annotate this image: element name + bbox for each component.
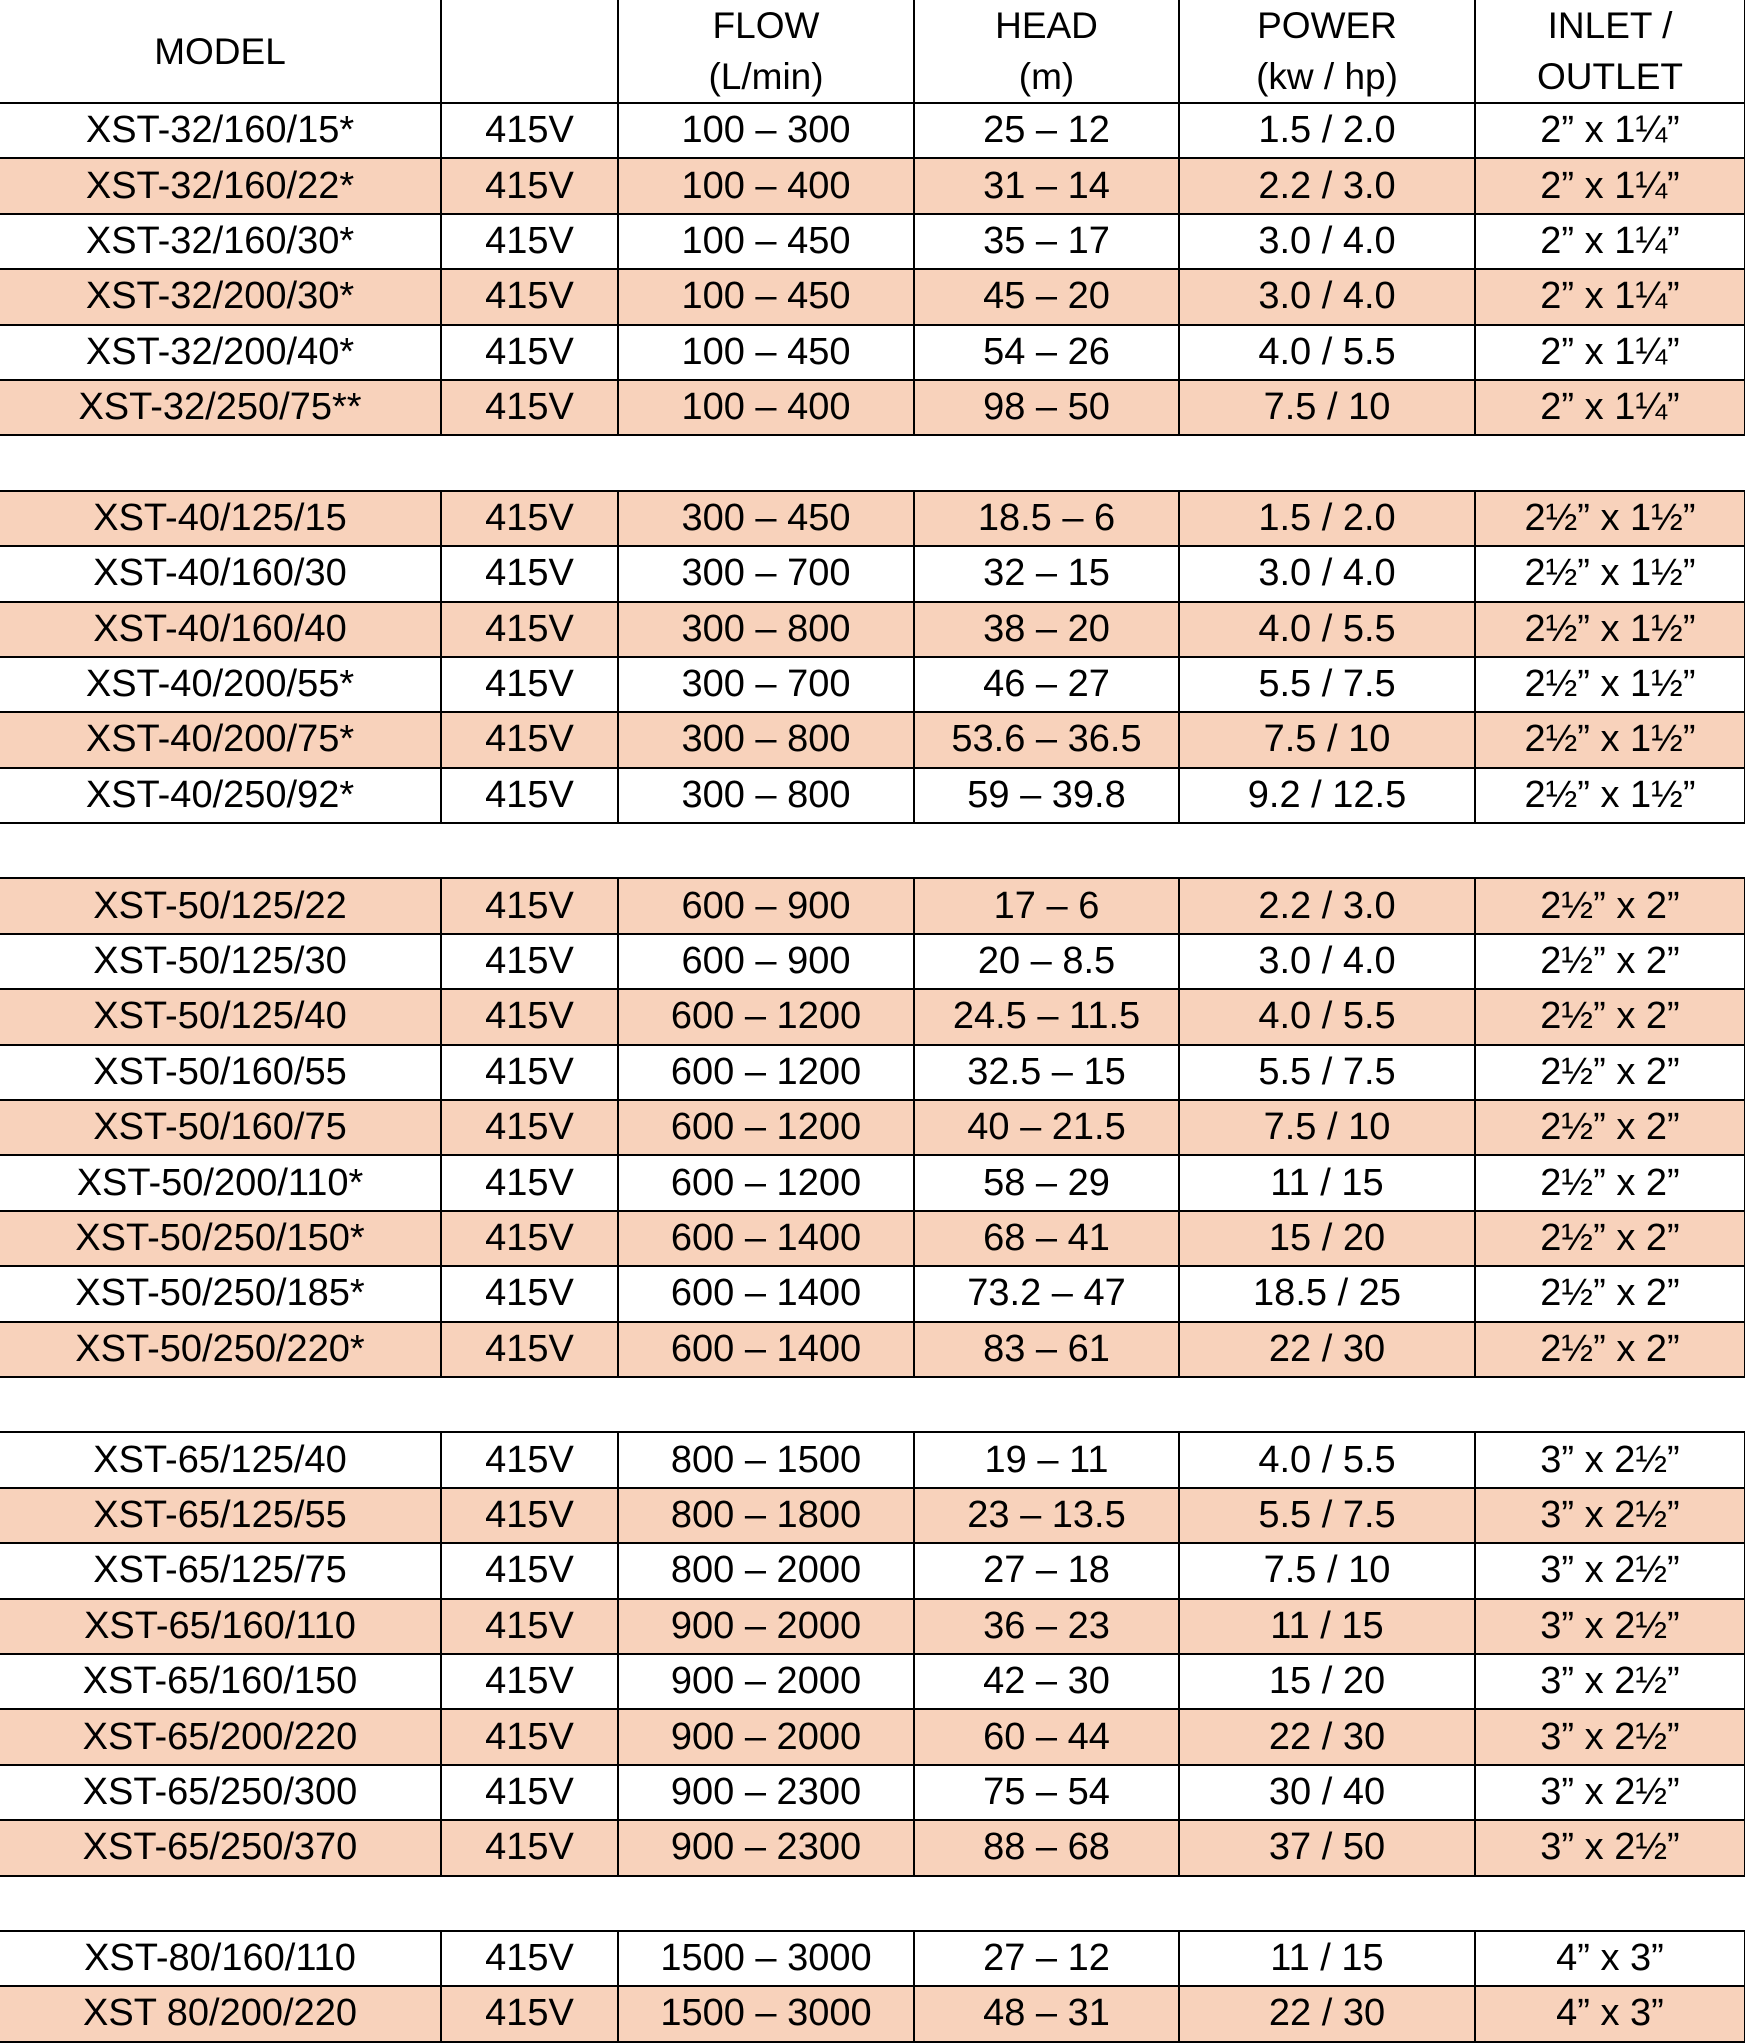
model-cell: XST-40/160/30 bbox=[0, 546, 441, 601]
table-row bbox=[0, 1266, 1745, 1321]
table-row bbox=[0, 1931, 1745, 1986]
voltage-cell: 415V bbox=[441, 214, 618, 269]
inlet-outlet-cell: 2½” x 2” bbox=[1475, 1045, 1745, 1100]
voltage-cell: 415V bbox=[441, 103, 618, 158]
flow-cell: 100 – 450 bbox=[618, 269, 914, 324]
table-row bbox=[0, 1488, 1745, 1543]
voltage-cell: 415V bbox=[441, 1045, 618, 1100]
table-row bbox=[0, 1765, 1745, 1820]
power-cell: 1.5 / 2.0 bbox=[1179, 491, 1475, 546]
table-row bbox=[0, 1599, 1745, 1654]
voltage-cell: 415V bbox=[441, 657, 618, 712]
power-cell: 3.0 / 4.0 bbox=[1179, 934, 1475, 989]
flow-cell: 100 – 400 bbox=[618, 158, 914, 213]
flow-cell: 600 – 1400 bbox=[618, 1322, 914, 1377]
header-inlet-outlet: INLET / OUTLET bbox=[1475, 0, 1745, 103]
voltage-cell: 415V bbox=[441, 1211, 618, 1266]
power-cell: 4.0 / 5.5 bbox=[1179, 325, 1475, 380]
flow-cell: 300 – 700 bbox=[618, 546, 914, 601]
header-head: HEAD (m) bbox=[914, 0, 1179, 103]
head-cell: 73.2 – 47 bbox=[914, 1266, 1179, 1321]
spacer-cell bbox=[0, 435, 1745, 490]
model-cell: XST-50/250/185* bbox=[0, 1266, 441, 1321]
table-row bbox=[0, 546, 1745, 601]
model-cell: XST-32/200/40* bbox=[0, 325, 441, 380]
table-row bbox=[0, 878, 1745, 933]
inlet-outlet-cell: 2½” x 1½” bbox=[1475, 546, 1745, 601]
head-cell: 27 – 18 bbox=[914, 1543, 1179, 1598]
voltage-cell: 415V bbox=[441, 1986, 618, 2041]
voltage-cell: 415V bbox=[441, 1488, 618, 1543]
flow-cell: 300 – 800 bbox=[618, 602, 914, 657]
inlet-outlet-cell: 2½” x 2” bbox=[1475, 989, 1745, 1044]
voltage-cell: 415V bbox=[441, 325, 618, 380]
table-row bbox=[0, 934, 1745, 989]
inlet-outlet-cell: 2½” x 1½” bbox=[1475, 602, 1745, 657]
power-cell: 11 / 15 bbox=[1179, 1155, 1475, 1210]
inlet-outlet-cell: 3” x 2½” bbox=[1475, 1654, 1745, 1709]
inlet-outlet-cell: 2” x 1¼” bbox=[1475, 269, 1745, 324]
inlet-outlet-cell: 2½” x 2” bbox=[1475, 934, 1745, 989]
inlet-outlet-cell: 3” x 2½” bbox=[1475, 1543, 1745, 1598]
table-body bbox=[0, 103, 1745, 2042]
head-cell: 98 – 50 bbox=[914, 380, 1179, 435]
power-cell: 3.0 / 4.0 bbox=[1179, 269, 1475, 324]
inlet-outlet-cell: 2½” x 1½” bbox=[1475, 491, 1745, 546]
voltage-cell: 415V bbox=[441, 1765, 618, 1820]
table-row bbox=[0, 1155, 1745, 1210]
flow-cell: 900 – 2000 bbox=[618, 1654, 914, 1709]
header-flow: FLOW (L/min) bbox=[618, 0, 914, 103]
head-cell: 23 – 13.5 bbox=[914, 1488, 1179, 1543]
power-cell: 30 / 40 bbox=[1179, 1765, 1475, 1820]
head-cell: 31 – 14 bbox=[914, 158, 1179, 213]
head-cell: 42 – 30 bbox=[914, 1654, 1179, 1709]
head-cell: 32.5 – 15 bbox=[914, 1045, 1179, 1100]
power-cell: 4.0 / 5.5 bbox=[1179, 989, 1475, 1044]
voltage-cell: 415V bbox=[441, 269, 618, 324]
model-cell: XST-65/250/300 bbox=[0, 1765, 441, 1820]
power-cell: 11 / 15 bbox=[1179, 1931, 1475, 1986]
power-cell: 5.5 / 7.5 bbox=[1179, 1045, 1475, 1100]
power-cell: 4.0 / 5.5 bbox=[1179, 1432, 1475, 1487]
voltage-cell: 415V bbox=[441, 768, 618, 823]
model-cell: XST-32/160/30* bbox=[0, 214, 441, 269]
inlet-outlet-cell: 3” x 2½” bbox=[1475, 1488, 1745, 1543]
table-row bbox=[0, 1045, 1745, 1100]
flow-cell: 800 – 1800 bbox=[618, 1488, 914, 1543]
flow-cell: 600 – 1200 bbox=[618, 1045, 914, 1100]
voltage-cell: 415V bbox=[441, 934, 618, 989]
table-row bbox=[0, 1322, 1745, 1377]
spacer-cell bbox=[0, 1377, 1745, 1432]
voltage-cell: 415V bbox=[441, 546, 618, 601]
inlet-outlet-cell: 3” x 2½” bbox=[1475, 1709, 1745, 1764]
group-spacer-row bbox=[0, 435, 1745, 490]
head-cell: 27 – 12 bbox=[914, 1931, 1179, 1986]
head-cell: 88 – 68 bbox=[914, 1820, 1179, 1875]
inlet-outlet-cell: 2” x 1¼” bbox=[1475, 158, 1745, 213]
table-row bbox=[0, 712, 1745, 767]
voltage-cell: 415V bbox=[441, 712, 618, 767]
power-cell: 5.5 / 7.5 bbox=[1179, 657, 1475, 712]
flow-cell: 300 – 800 bbox=[618, 712, 914, 767]
table-row bbox=[0, 657, 1745, 712]
model-cell: XST-65/160/110 bbox=[0, 1599, 441, 1654]
table-row bbox=[0, 1654, 1745, 1709]
inlet-outlet-cell: 2½” x 2” bbox=[1475, 1155, 1745, 1210]
header-row bbox=[0, 0, 1745, 103]
inlet-outlet-cell: 2½” x 1½” bbox=[1475, 712, 1745, 767]
flow-cell: 800 – 2000 bbox=[618, 1543, 914, 1598]
head-cell: 48 – 31 bbox=[914, 1986, 1179, 2041]
table-row bbox=[0, 989, 1745, 1044]
model-cell: XST-65/125/55 bbox=[0, 1488, 441, 1543]
flow-cell: 900 – 2000 bbox=[618, 1599, 914, 1654]
voltage-cell: 415V bbox=[441, 1931, 618, 1986]
model-cell: XST-32/160/15* bbox=[0, 103, 441, 158]
model-cell: XST-50/160/75 bbox=[0, 1100, 441, 1155]
voltage-cell: 415V bbox=[441, 1155, 618, 1210]
power-cell: 7.5 / 10 bbox=[1179, 1100, 1475, 1155]
head-cell: 68 – 41 bbox=[914, 1211, 1179, 1266]
power-cell: 2.2 / 3.0 bbox=[1179, 878, 1475, 933]
inlet-outlet-cell: 2½” x 2” bbox=[1475, 1322, 1745, 1377]
head-cell: 24.5 – 11.5 bbox=[914, 989, 1179, 1044]
model-cell: XST-65/200/220 bbox=[0, 1709, 441, 1764]
model-cell: XST-50/160/55 bbox=[0, 1045, 441, 1100]
flow-cell: 900 – 2000 bbox=[618, 1709, 914, 1764]
table-row bbox=[0, 269, 1745, 324]
table-row bbox=[0, 214, 1745, 269]
voltage-cell: 415V bbox=[441, 380, 618, 435]
model-cell: XST-40/125/15 bbox=[0, 491, 441, 546]
power-cell: 11 / 15 bbox=[1179, 1599, 1475, 1654]
flow-cell: 600 – 1400 bbox=[618, 1266, 914, 1321]
power-cell: 37 / 50 bbox=[1179, 1820, 1475, 1875]
model-cell: XST-50/200/110* bbox=[0, 1155, 441, 1210]
inlet-outlet-cell: 3” x 2½” bbox=[1475, 1432, 1745, 1487]
model-cell: XST-50/125/22 bbox=[0, 878, 441, 933]
inlet-outlet-cell: 3” x 2½” bbox=[1475, 1820, 1745, 1875]
flow-cell: 600 – 1200 bbox=[618, 1155, 914, 1210]
model-cell: XST-80/160/110 bbox=[0, 1931, 441, 1986]
model-cell: XST-65/125/40 bbox=[0, 1432, 441, 1487]
model-cell: XST 80/200/220 bbox=[0, 1986, 441, 2041]
model-cell: XST-32/250/75** bbox=[0, 380, 441, 435]
model-cell: XST-40/200/75* bbox=[0, 712, 441, 767]
table-row bbox=[0, 1543, 1745, 1598]
header-power: POWER (kw / hp) bbox=[1179, 0, 1475, 103]
model-cell: XST-65/160/150 bbox=[0, 1654, 441, 1709]
flow-cell: 600 – 900 bbox=[618, 878, 914, 933]
voltage-cell: 415V bbox=[441, 1266, 618, 1321]
head-cell: 45 – 20 bbox=[914, 269, 1179, 324]
head-cell: 60 – 44 bbox=[914, 1709, 1179, 1764]
table-row bbox=[0, 1100, 1745, 1155]
header-model: MODEL bbox=[0, 0, 441, 103]
table-row bbox=[0, 768, 1745, 823]
spacer-cell bbox=[0, 1876, 1745, 1931]
voltage-cell: 415V bbox=[441, 491, 618, 546]
power-cell: 7.5 / 10 bbox=[1179, 1543, 1475, 1598]
inlet-outlet-cell: 3” x 2½” bbox=[1475, 1765, 1745, 1820]
flow-cell: 300 – 450 bbox=[618, 491, 914, 546]
voltage-cell: 415V bbox=[441, 989, 618, 1044]
inlet-outlet-cell: 2½” x 2” bbox=[1475, 1211, 1745, 1266]
model-cell: XST-65/125/75 bbox=[0, 1543, 441, 1598]
voltage-cell: 415V bbox=[441, 878, 618, 933]
voltage-cell: 415V bbox=[441, 1322, 618, 1377]
table-row bbox=[0, 103, 1745, 158]
model-cell: XST-40/200/55* bbox=[0, 657, 441, 712]
power-cell: 15 / 20 bbox=[1179, 1211, 1475, 1266]
inlet-outlet-cell: 2½” x 1½” bbox=[1475, 657, 1745, 712]
voltage-cell: 415V bbox=[441, 602, 618, 657]
inlet-outlet-cell: 2½” x 1½” bbox=[1475, 768, 1745, 823]
table-row bbox=[0, 158, 1745, 213]
header-voltage bbox=[441, 0, 618, 103]
model-cell: XST-32/200/30* bbox=[0, 269, 441, 324]
power-cell: 22 / 30 bbox=[1179, 1986, 1475, 2041]
power-cell: 3.0 / 4.0 bbox=[1179, 214, 1475, 269]
head-cell: 75 – 54 bbox=[914, 1765, 1179, 1820]
table-row bbox=[0, 1986, 1745, 2041]
power-cell: 1.5 / 2.0 bbox=[1179, 103, 1475, 158]
model-cell: XST-50/125/40 bbox=[0, 989, 441, 1044]
voltage-cell: 415V bbox=[441, 1654, 618, 1709]
group-spacer-row bbox=[0, 1876, 1745, 1931]
inlet-outlet-cell: 4” x 3” bbox=[1475, 1931, 1745, 1986]
voltage-cell: 415V bbox=[441, 158, 618, 213]
spacer-cell bbox=[0, 823, 1745, 878]
model-cell: XST-32/160/22* bbox=[0, 158, 441, 213]
power-cell: 9.2 / 12.5 bbox=[1179, 768, 1475, 823]
head-cell: 38 – 20 bbox=[914, 602, 1179, 657]
head-cell: 36 – 23 bbox=[914, 1599, 1179, 1654]
voltage-cell: 415V bbox=[441, 1100, 618, 1155]
flow-cell: 300 – 800 bbox=[618, 768, 914, 823]
power-cell: 18.5 / 25 bbox=[1179, 1266, 1475, 1321]
flow-cell: 1500 – 3000 bbox=[618, 1986, 914, 2041]
model-cell: XST-40/250/92* bbox=[0, 768, 441, 823]
flow-cell: 1500 – 3000 bbox=[618, 1931, 914, 1986]
power-cell: 22 / 30 bbox=[1179, 1709, 1475, 1764]
flow-cell: 600 – 1200 bbox=[618, 989, 914, 1044]
head-cell: 83 – 61 bbox=[914, 1322, 1179, 1377]
flow-cell: 100 – 400 bbox=[618, 380, 914, 435]
head-cell: 46 – 27 bbox=[914, 657, 1179, 712]
inlet-outlet-cell: 2” x 1¼” bbox=[1475, 214, 1745, 269]
head-cell: 20 – 8.5 bbox=[914, 934, 1179, 989]
flow-cell: 300 – 700 bbox=[618, 657, 914, 712]
inlet-outlet-cell: 2” x 1¼” bbox=[1475, 325, 1745, 380]
head-cell: 54 – 26 bbox=[914, 325, 1179, 380]
table-row bbox=[0, 1820, 1745, 1875]
table-row bbox=[0, 491, 1745, 546]
power-cell: 7.5 / 10 bbox=[1179, 380, 1475, 435]
model-cell: XST-65/250/370 bbox=[0, 1820, 441, 1875]
power-cell: 22 / 30 bbox=[1179, 1322, 1475, 1377]
model-cell: XST-50/125/30 bbox=[0, 934, 441, 989]
inlet-outlet-cell: 3” x 2½” bbox=[1475, 1599, 1745, 1654]
flow-cell: 800 – 1500 bbox=[618, 1432, 914, 1487]
flow-cell: 900 – 2300 bbox=[618, 1820, 914, 1875]
table-row bbox=[0, 1432, 1745, 1487]
inlet-outlet-cell: 2” x 1¼” bbox=[1475, 103, 1745, 158]
table-row bbox=[0, 1709, 1745, 1764]
table-row bbox=[0, 602, 1745, 657]
inlet-outlet-cell: 4” x 3” bbox=[1475, 1986, 1745, 2041]
flow-cell: 100 – 450 bbox=[618, 214, 914, 269]
head-cell: 19 – 11 bbox=[914, 1432, 1179, 1487]
head-cell: 53.6 – 36.5 bbox=[914, 712, 1179, 767]
inlet-outlet-cell: 2½” x 2” bbox=[1475, 1100, 1745, 1155]
table-row bbox=[0, 380, 1745, 435]
model-cell: XST-50/250/150* bbox=[0, 1211, 441, 1266]
voltage-cell: 415V bbox=[441, 1709, 618, 1764]
power-cell: 3.0 / 4.0 bbox=[1179, 546, 1475, 601]
power-cell: 7.5 / 10 bbox=[1179, 712, 1475, 767]
head-cell: 25 – 12 bbox=[914, 103, 1179, 158]
table-row bbox=[0, 325, 1745, 380]
inlet-outlet-cell: 2” x 1¼” bbox=[1475, 380, 1745, 435]
power-cell: 2.2 / 3.0 bbox=[1179, 158, 1475, 213]
flow-cell: 900 – 2300 bbox=[618, 1765, 914, 1820]
flow-cell: 100 – 300 bbox=[618, 103, 914, 158]
head-cell: 35 – 17 bbox=[914, 214, 1179, 269]
power-cell: 15 / 20 bbox=[1179, 1654, 1475, 1709]
voltage-cell: 415V bbox=[441, 1599, 618, 1654]
flow-cell: 600 – 900 bbox=[618, 934, 914, 989]
head-cell: 18.5 – 6 bbox=[914, 491, 1179, 546]
head-cell: 17 – 6 bbox=[914, 878, 1179, 933]
inlet-outlet-cell: 2½” x 2” bbox=[1475, 878, 1745, 933]
table-row bbox=[0, 1211, 1745, 1266]
inlet-outlet-cell: 2½” x 2” bbox=[1475, 1266, 1745, 1321]
flow-cell: 600 – 1200 bbox=[618, 1100, 914, 1155]
voltage-cell: 415V bbox=[441, 1543, 618, 1598]
group-spacer-row bbox=[0, 823, 1745, 878]
head-cell: 58 – 29 bbox=[914, 1155, 1179, 1210]
head-cell: 32 – 15 bbox=[914, 546, 1179, 601]
model-cell: XST-50/250/220* bbox=[0, 1322, 441, 1377]
power-cell: 4.0 / 5.5 bbox=[1179, 602, 1475, 657]
flow-cell: 600 – 1400 bbox=[618, 1211, 914, 1266]
flow-cell: 100 – 450 bbox=[618, 325, 914, 380]
voltage-cell: 415V bbox=[441, 1820, 618, 1875]
group-spacer-row bbox=[0, 1377, 1745, 1432]
power-cell: 5.5 / 7.5 bbox=[1179, 1488, 1475, 1543]
voltage-cell: 415V bbox=[441, 1432, 618, 1487]
head-cell: 40 – 21.5 bbox=[914, 1100, 1179, 1155]
model-cell: XST-40/160/40 bbox=[0, 602, 441, 657]
head-cell: 59 – 39.8 bbox=[914, 768, 1179, 823]
